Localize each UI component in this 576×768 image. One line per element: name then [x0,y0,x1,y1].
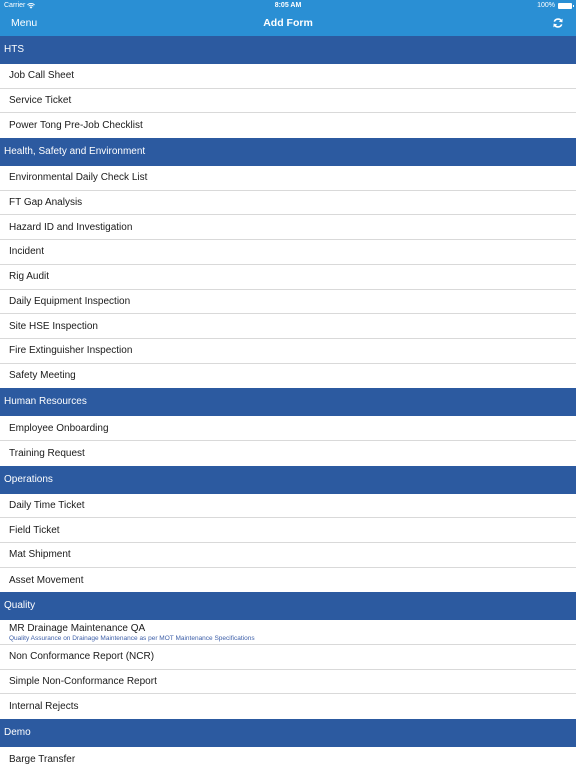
form-list-item[interactable] [0,215,576,240]
section-header: HTS [0,36,576,64]
form-list-item[interactable] [0,364,576,389]
form-item-label: Environmental Daily Check List [9,172,148,184]
form-list-item[interactable] [0,64,576,89]
form-list-item[interactable] [0,416,576,441]
form-list-item[interactable] [0,494,576,519]
form-item-subtitle: Quality Assurance on Drainage Maintenance as per MOT Maintenance Specifications [9,634,255,642]
form-list-item[interactable] [0,265,576,290]
form-item-label: Internal Rejects [9,701,79,713]
status-right [537,2,572,9]
form-list-item[interactable] [0,568,576,593]
section-items [0,747,576,768]
form-item-label: Asset Movement [9,574,84,586]
form-item-label: Mat Shipment [9,549,71,561]
form-item-label: MR Drainage Maintenance QA [9,622,146,634]
form-item-label: Non Conformance Report (NCR) [9,651,155,663]
form-item-label: Power Tong Pre-Job Checklist [9,120,143,132]
status-bar [0,0,576,12]
form-item-label: Job Call Sheet [9,70,75,82]
refresh-icon[interactable] [552,17,564,29]
form-item-label: Site HSE Inspection [9,320,98,332]
form-list-item[interactable] [0,543,576,568]
form-item-label: Employee Onboarding [9,422,109,434]
section-header: Operations [0,466,576,494]
carrier-label: Carrier [4,2,26,9]
form-list-item[interactable] [0,314,576,339]
section-items [0,166,576,388]
page-title: Add Form [263,17,313,29]
form-list-item[interactable] [0,166,576,191]
form-list-item[interactable] [0,441,576,466]
section-header: Health, Safety and Environment [0,138,576,166]
form-item-label: Daily Time Ticket [9,499,85,511]
form-list-item[interactable] [0,290,576,315]
nav-bar [0,12,576,36]
section-header: Demo [0,719,576,747]
form-item-label: Safety Meeting [9,370,76,382]
section-items [0,494,576,593]
form-list-item[interactable] [0,694,576,719]
form-item-label: FT Gap Analysis [9,197,83,209]
form-item-label: Training Request [9,447,85,459]
form-item-label: Hazard ID and Investigation [9,221,133,233]
form-list-item[interactable] [0,191,576,216]
status-time: 8:05 AM [274,2,302,9]
form-item-label: Fire Extinguisher Inspection [9,345,133,357]
form-list [0,36,576,768]
battery-icon [558,3,572,9]
section-items [0,620,576,719]
form-item-label: Rig Audit [9,271,50,283]
form-item-label: Service Ticket [9,95,72,107]
section-items [0,64,576,138]
form-list-item[interactable] [0,670,576,695]
form-list-item[interactable] [0,339,576,364]
form-list-item[interactable] [0,89,576,114]
form-list-item[interactable] [0,113,576,138]
form-item-label: Incident [9,246,45,258]
form-item-label: Barge Transfer [9,753,76,765]
form-item-label: Simple Non-Conformance Report [9,676,157,688]
form-item-label: Daily Equipment Inspection [9,295,131,307]
section-header: Human Resources [0,388,576,416]
menu-button[interactable]: Menu [11,17,38,29]
form-list-item[interactable] [0,747,576,768]
form-list-item[interactable] [0,620,576,645]
form-item-label: Field Ticket [9,524,60,536]
section-header: Quality [0,592,576,620]
form-list-item[interactable] [0,240,576,265]
battery-percent: 100% [537,2,555,9]
form-list-item[interactable] [0,518,576,543]
form-list-item[interactable] [0,645,576,670]
section-items [0,416,576,465]
